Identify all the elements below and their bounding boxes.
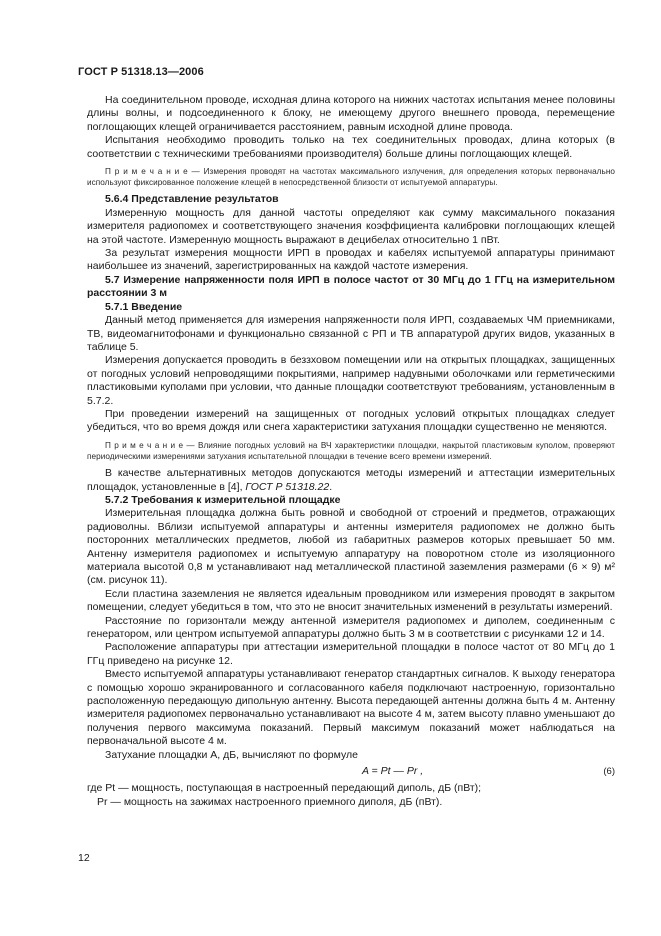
- formula-block: [87, 764, 615, 780]
- paragraph: На соединительном проводе, исходная длина которого на нижних частотах испытания менее половины длины волны, и подсоединенного к блоку, не имеющему другого внешнего провода, перемещение поглощающих клещей ограничивается расстоянием, равным исходной длине провода.: [87, 94, 615, 133]
- formula-legend: где Pt — мощность, поступающая в настроенный передающий диполь, дБ (пВт);: [87, 782, 482, 795]
- paragraph: Расположение аппаратуры при аттестации измерительной площадки в полосе частот от 80 МГц до 1 ГГц приведено на рисунке 12.: [87, 641, 615, 667]
- paragraph: Измерения допускается проводить в беззховом помещении или на открытых площадках, защищенных от погодных условий непроводящими покрытиями, например надувными оболочками или герметическими пластиковыми куполами при условии, что данные площадки соответствуют требованиям, установленным в 5.7.2.: [87, 354, 615, 407]
- section-heading-5-6-4: 5.6.4 Представление результатов: [105, 193, 279, 206]
- note: П р и м е ч а н и е — Измерения проводят на частотах максимального излучения, для определения которых первоначально используют фиксированное положение клещей в непосредственной близости от испытуемой аппаратуры.: [87, 167, 615, 188]
- section-heading-5-7-1: 5.7.1 Введение: [105, 300, 183, 313]
- paragraph: Измерительная площадка должна быть ровной и свободной от строений и предметов, отражающих радиоволны. Вблизи испытуемой аппаратуры и антенны измерителя радиопомех не должно быть посторонних металлических предметов, любой из габаритных размеров которых превышает 50 мм. Антенну измерителя радиопомех и испытуемую аппаратуру на поворотном столе из изоляционного материала высотой 0,8 м устанавливают над металлической пластиной заземления размерами (6 × 9) м² (см. рисунок 11).: [87, 507, 615, 587]
- paragraph: [87, 467, 615, 494]
- section-heading-5-7: 5.7 Измерение напряженности поля ИРП в полосе частот от 30 МГц до 1 ГГц на измерительном расстоянии 3 м: [87, 273, 615, 300]
- standard-header: ГОСТ Р 51318.13—2006: [78, 66, 204, 78]
- paragraph: За результат измерения мощности ИРП в проводах и кабелях испытуемой аппаратуры принимают наибольшее из значений, зарегистрированных на каждой частоте измерения.: [87, 247, 615, 273]
- page-content: [87, 94, 615, 809]
- standard-reference: ГОСТ Р 51318.22: [245, 480, 330, 493]
- paragraph: При проведении измерений на защищенных от погодных условий открытых площадках следует убедиться, что во время дождя или снега характеристики затухания площадки существенно не меняются.: [87, 407, 615, 434]
- formula-expression: A = Pt — Pr ,: [362, 765, 424, 778]
- paragraph-text: В качестве альтернативных методов допускаются методы измерений и аттестации измерительных площадок, установленные в [4],: [87, 467, 615, 493]
- paragraph: Вместо испытуемой аппаратуры устанавливают генератор стандартных сигналов. К выходу генератора с помощью хорошо экранированного и согласованного кабеля подключают настроенную, горизонтально расположенную передающую дипольную антенну. Высота передающей антенны должна быть 4 м. Антенну измерителя радиопомех первоначально устанавливают на высоте 4 м, затем высоту плавно уменьшают до получения первого максимума показаний. Первый максимум показаний может наблюдаться на первоначальной высоте 4 м.: [87, 668, 615, 748]
- paragraph-text: .: [329, 480, 333, 493]
- formula-legend: Pr — мощность на зажимах настроенного приемного диполя, дБ (пВт).: [97, 795, 443, 808]
- note: П р и м е ч а н и е — Влияние погодных условий на ВЧ характеристики площадки, накрытой пластиковым куполом, проверяют периодическими измерениями затухания испытательной площадки в течение всего времени измерений.: [87, 440, 615, 461]
- paragraph: Данный метод применяется для измерения напряженности поля ИРП, создаваемых ЧМ приемниками, ТВ, видеомагнитофонами и функционально связанной с РП и ТВ аппаратурой других видов, указанных в таблице 5.: [87, 314, 615, 353]
- paragraph: Затухание площадки А, дБ, вычисляют по формуле: [105, 748, 358, 761]
- paragraph: Расстояние по горизонтали между антенной измерителя радиопомех и диполем, соединенным с генератором, или центром испытуемой аппаратуры должно быть 3 м в соответствии с рисунками 12 и 14.: [87, 614, 615, 641]
- page-number: 12: [78, 852, 90, 864]
- paragraph: Если пластина заземления не является идеальным проводником или измерения проводят в закрытом помещении, следует убедиться в том, что это не вносит значительных изменений в результаты измерений.: [87, 587, 615, 614]
- section-heading-5-7-2: 5.7.2 Требования к измерительной площадке: [105, 493, 341, 506]
- formula-number: (6): [603, 766, 615, 778]
- paragraph: Измеренную мощность для данной частоты определяют как сумму максимального показания измерителя радиопомех и соответствующего значения коэффициента калибровки поглощающих клещей на этой частоте. Измеренную мощность выражают в децибелах относительно 1 пВт.: [87, 206, 615, 246]
- paragraph: Испытания необходимо проводить только на тех соединительных проводах, длина которых (в соответствии с техническими требованиями производителя) больше длины поглощающих клещей.: [87, 134, 615, 160]
